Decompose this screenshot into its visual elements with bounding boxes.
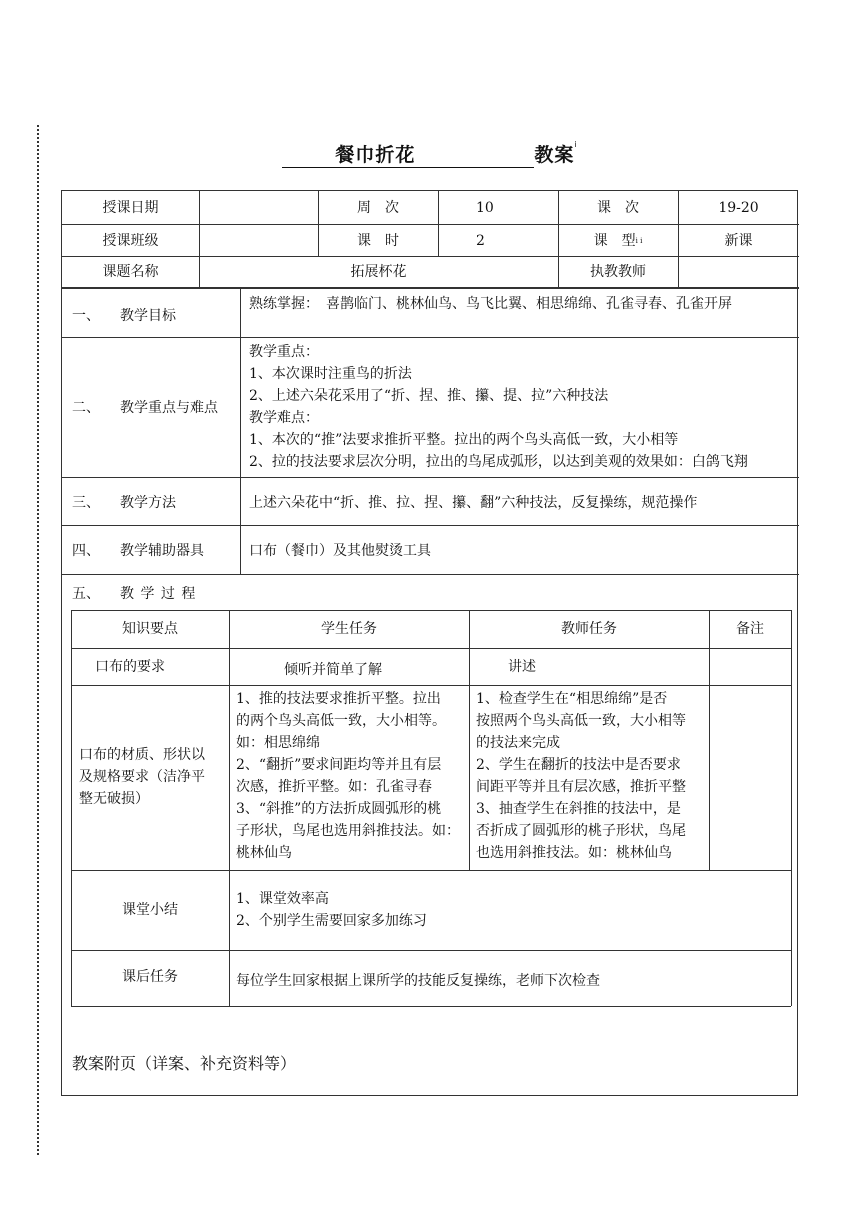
- row2-teacher-line: 的技法来完成: [476, 735, 560, 751]
- week-value: 10: [476, 200, 494, 216]
- key-line: 1、本次课时注重鸟的折法: [249, 366, 412, 382]
- method-number: 三、: [72, 495, 100, 511]
- row2-teacher: [476, 688, 708, 864]
- row2-student: [236, 688, 468, 864]
- key-line: 教学重点：: [249, 344, 319, 360]
- grid-line: [62, 477, 799, 478]
- grid-line: [709, 610, 710, 870]
- row2-student-line: 子形状，鸟尾也选用斜推技法。如：: [236, 823, 460, 839]
- row2-student-line: 3、“斜推”的方法折成圆弧形的桃: [236, 801, 442, 817]
- topic-label: 课题名称: [102, 264, 159, 280]
- row2-teacher-line: 否折成了圆弧形的桃子形状，鸟尾: [476, 823, 686, 839]
- grid-line: [62, 224, 799, 225]
- col-header-point: 知识要点: [122, 621, 178, 637]
- goal-number: 一、: [72, 308, 100, 324]
- page-title: [0, 140, 860, 168]
- method-label: 教学方法: [120, 495, 176, 511]
- grid-line: [62, 337, 799, 338]
- goal-text: 熟练掌握： 喜鹊临门、桃林仙鸟、鸟飞比翼、相思绵绵、孔雀寻春、孔雀开屏: [249, 296, 732, 312]
- row2-teacher-line: 按照两个鸟头高低一致，大小相等: [476, 713, 686, 729]
- key-line: 2、拉的技法要求层次分明，拉出的鸟尾成弧形，以达到美观的效果如：白鸽飞翔: [249, 454, 748, 470]
- row2-teacher-line: 间距平等并且有层次感，推折平整: [476, 779, 686, 795]
- row2-student-line: 1、推的技法要求推折平整。拉出: [236, 691, 441, 707]
- aid-label: 教学辅助器具: [120, 543, 204, 559]
- grid-line: [71, 1006, 791, 1007]
- key-points: [249, 341, 797, 473]
- row2-student-line: 的两个鸟头高低一致，大小相等。: [236, 713, 446, 729]
- process-number: 五、: [72, 586, 100, 602]
- row2-point-line: 整无破损）: [79, 791, 149, 807]
- grid-line: [62, 287, 799, 289]
- row2-teacher-line: 1、检查学生在“相思绵绵”是否: [476, 691, 668, 707]
- class-label: 授课班级: [102, 233, 159, 249]
- type-label-text: 课 型: [593, 233, 636, 249]
- row2-point-line: 及规格要求（洁净平: [79, 769, 205, 785]
- summary-line: 1、课堂效率高: [236, 891, 329, 907]
- grid-line: [71, 648, 791, 649]
- aid-text: 口布（餐巾）及其他熨烫工具: [249, 543, 431, 559]
- title-footnote-mark: i: [574, 140, 578, 149]
- method-text: 上述六朵花中“折、推、拉、捏、攥、翻”六种技法，反复操练，规范操作: [249, 495, 698, 511]
- session-value: 19-20: [718, 200, 759, 216]
- col-header-note: 备注: [736, 621, 764, 637]
- lesson-plan-table: [61, 190, 798, 1096]
- homework-label: 课后任务: [122, 969, 178, 985]
- key-line: 教学难点：: [249, 410, 319, 426]
- type-footnote-mark: i i: [635, 237, 643, 245]
- summary-text: [236, 888, 786, 932]
- col-header-teacher: 教师任务: [561, 621, 617, 637]
- hours-value: 2: [476, 233, 485, 249]
- grid-line: [62, 574, 799, 575]
- title-suffix: 教案: [534, 144, 575, 166]
- grid-line: [229, 610, 230, 1006]
- week-label: 周 次: [357, 200, 399, 216]
- grid-line: [71, 685, 791, 686]
- row2-student-line: 次感，推折平整。如：孔雀寻春: [236, 779, 432, 795]
- goal-label: 教学目标: [120, 308, 176, 324]
- grid-line: [71, 610, 791, 611]
- date-label: 授课日期: [102, 200, 159, 216]
- row2-teacher-line: 2、学生在翻折的技法中是否要求: [476, 757, 681, 773]
- key-line: 1、本次的“推”法要求推折平整。拉出的两个鸟头高低一致，大小相等: [249, 432, 679, 448]
- title-course-name: 餐巾折花: [282, 140, 468, 168]
- row2-student-line: 2、“翻折”要求间距均等并且有层: [236, 757, 442, 773]
- homework-text: 每位学生回家根据上课所学的技能反复操练，老师下次检查: [236, 973, 600, 989]
- grid-line: [438, 191, 439, 256]
- topic-value: 拓展杯花: [350, 264, 407, 280]
- row2-teacher-line: 也选用斜推技法。如：桃林仙鸟: [476, 845, 672, 861]
- row2-point: [79, 744, 227, 810]
- type-value: 新课: [724, 233, 753, 249]
- key-label: 教学重点与难点: [120, 400, 218, 416]
- process-label: 教 学 过 程: [120, 586, 197, 602]
- row2-point-line: 口布的材质、形状以: [79, 747, 205, 763]
- row2-student-line: 桃林仙鸟: [236, 845, 292, 861]
- hours-label: 课 时: [357, 233, 399, 249]
- row1-point: 口布的要求: [95, 659, 165, 675]
- row2-teacher-line: 3、抽查学生在斜推的技法中，是: [476, 801, 681, 817]
- grid-line: [62, 525, 799, 526]
- session-label: 课 次: [597, 200, 639, 216]
- type-label: [558, 230, 678, 252]
- grid-line: [469, 610, 470, 870]
- binding-margin-line: [37, 125, 39, 1155]
- grid-line: [71, 610, 72, 1006]
- grid-line: [71, 950, 791, 951]
- row2-student-line: 如：相思绵绵: [236, 735, 320, 751]
- col-header-student: 学生任务: [321, 621, 377, 637]
- grid-line: [62, 256, 799, 257]
- grid-line: [71, 870, 791, 871]
- key-line: 2、上述六朵花采用了“折、捏、推、攥、提、拉”六种技法: [249, 388, 609, 404]
- aid-number: 四、: [72, 543, 100, 559]
- key-number: 二、: [72, 400, 100, 416]
- summary-label: 课堂小结: [122, 902, 178, 918]
- grid-line: [791, 610, 792, 1006]
- row1-student: 倾听并简单了解: [284, 662, 382, 678]
- summary-line: 2、个别学生需要回家多加练习: [236, 913, 427, 929]
- grid-line: [240, 287, 241, 574]
- row1-teacher: 讲述: [508, 659, 536, 675]
- title-underline: [468, 149, 534, 168]
- appendix-title: 教案附页（详案、补充资料等）: [72, 1054, 297, 1073]
- teacher-label: 执教教师: [590, 264, 646, 280]
